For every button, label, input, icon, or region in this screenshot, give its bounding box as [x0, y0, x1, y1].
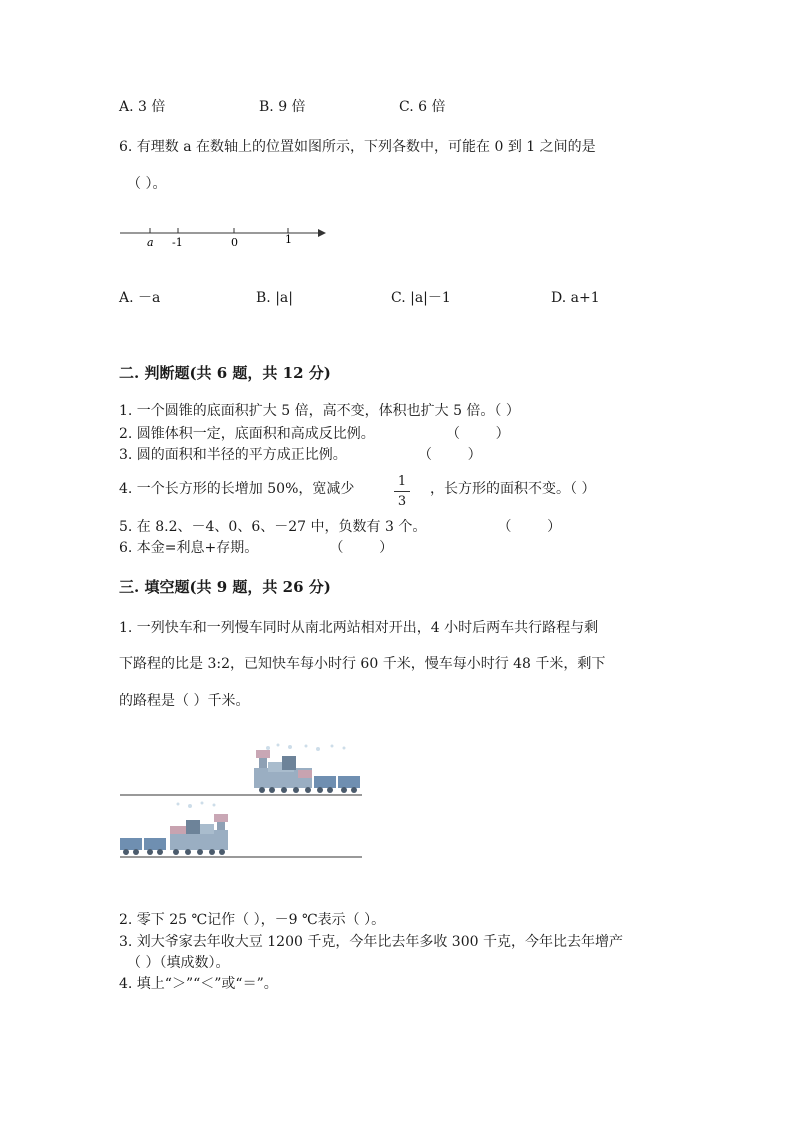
fraction-numerator: 1 — [397, 474, 407, 489]
fraction-bar — [394, 491, 410, 492]
fraction-one-third — [394, 474, 410, 509]
judge-item-2: 2. 圆锥体积一定，底面积和高成反比例。 （ ） — [119, 426, 510, 442]
fill-q1-line1: 1. 一列快车和一列慢车同时从南北两站相对开出，4 小时后两车共行路程与剩 — [119, 620, 599, 636]
fill-q3-line1: 3. 刘大爷家去年收大豆 1200 千克，今年比去年多收 300 千克，今年比去年增产 — [119, 934, 623, 950]
fill-q3-line2: （ ）（填成数）。 — [127, 955, 230, 971]
judge-item-4-text: 4. 一个长方形的长增加 50%，宽减少 — [119, 481, 355, 497]
q5-option-c: C. 6 倍 — [399, 99, 446, 115]
fraction-denominator: 3 — [397, 494, 407, 509]
train-illustration-bottom — [118, 800, 363, 862]
section-2-title: 二. 判断题(共 6 题，共 12 分) — [119, 364, 331, 382]
q6-option-d: D. a+1 — [551, 290, 600, 306]
judge-item-6: 6. 本金=利息+存期。 （ ） — [119, 540, 394, 556]
fill-q1-line2: 下路程的比是 3:2，已知快车每小时行 60 千米，慢车每小时行 48 千米，剩下 — [119, 656, 606, 672]
q6-answer-blank: （ ）。 — [127, 176, 167, 192]
q5-option-a: A. 3 倍 — [119, 99, 166, 115]
section-3-title: 三. 填空题(共 9 题，共 26 分) — [119, 578, 331, 596]
judge-item-5: 5. 在 8.2、－4、0、6、－27 中，负数有 3 个。 （ ） — [119, 519, 562, 535]
number-line — [118, 224, 328, 254]
tick-label-one: 1 — [285, 233, 292, 246]
judge-item-3: 3. 圆的面积和半径的平方成正比例。 （ ） — [119, 447, 482, 463]
fill-q2: 2. 零下 25 ℃记作（ ），－9 ℃表示（ ）。 — [119, 912, 386, 928]
q6-question: 6. 有理数 a 在数轴上的位置如图所示，下列各数中，可能在 0 到 1 之间的是 — [119, 139, 596, 155]
tick-label-zero: 0 — [231, 236, 238, 249]
q6-option-c: C. |a|－1 — [391, 290, 451, 306]
judge-item-1: 1. 一个圆锥的底面积扩大 5 倍，高不变，体积也扩大 5 倍。（ ） — [119, 403, 520, 419]
fill-q1-line3: 的路程是（ ）千米。 — [119, 693, 250, 709]
train-illustration-top — [118, 742, 363, 802]
q5-option-b: B. 9 倍 — [259, 99, 306, 115]
fill-q4: 4. 填上“＞”“＜”或“＝”。 — [119, 976, 278, 992]
q6-option-b: B. |a| — [256, 290, 293, 306]
tick-label-a: a — [147, 236, 154, 249]
judge-item-4-tail: ，长方形的面积不变。（ ） — [430, 481, 596, 497]
q6-option-a: A. －a — [119, 290, 161, 306]
tick-label-minus-one: -1 — [172, 236, 183, 249]
